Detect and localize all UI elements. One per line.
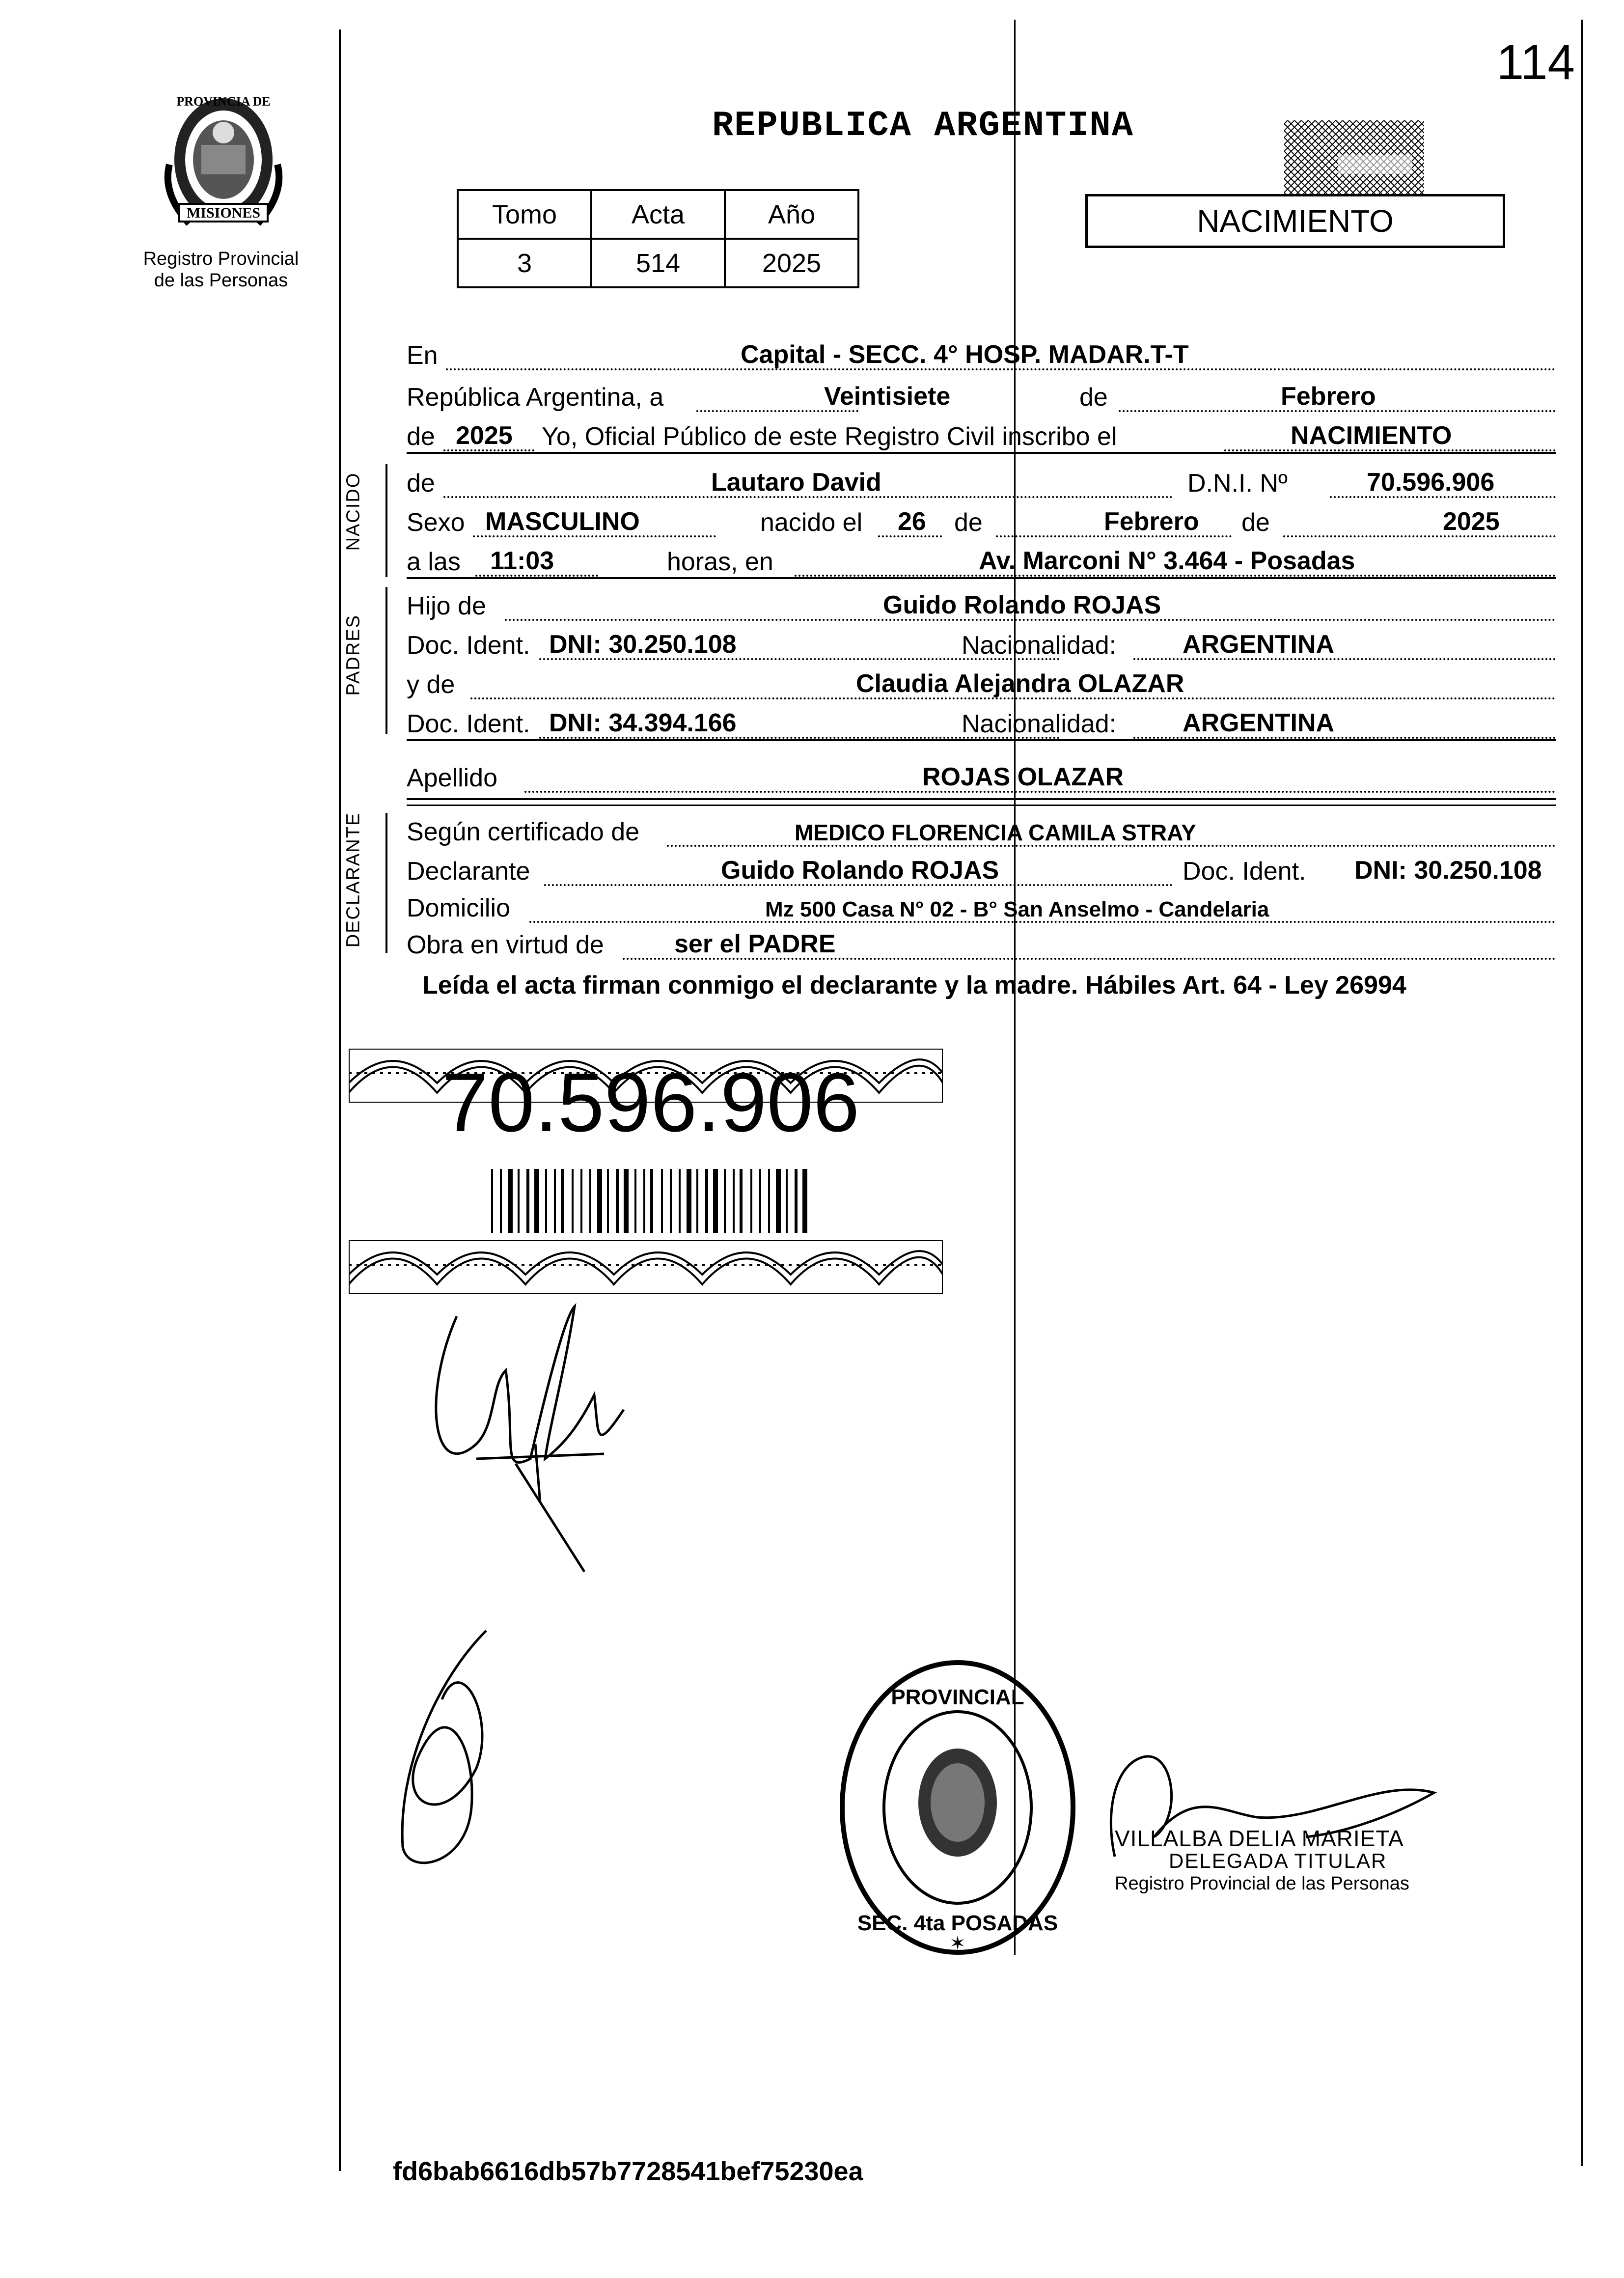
delegate-name: VILLALBA DELIA MARIETA <box>1115 1826 1404 1851</box>
barcode-bar <box>607 1169 609 1233</box>
document-title: REPUBLICA ARGENTINA <box>712 106 1134 146</box>
month-value: Febrero <box>1281 382 1376 411</box>
registry-label: Registro Provincial de las Personas <box>143 249 299 291</box>
svg-text:SEC. 4ta POSADAS: SEC. 4ta POSADAS <box>857 1911 1058 1935</box>
yde-label: y de <box>407 670 455 699</box>
security-pattern-icon <box>1284 120 1424 194</box>
birth-de-label: de <box>954 508 983 537</box>
year-value: 2025 <box>456 421 513 450</box>
mother-doc-label: Doc. Ident. <box>407 710 530 738</box>
obra-label: Obra en virtud de <box>407 931 604 959</box>
dni-label: D.N.I. Nº <box>1187 469 1288 498</box>
tomo-value: 3 <box>458 239 591 287</box>
row-declarante <box>407 850 1556 889</box>
cert-value: MEDICO FLORENCIA CAMILA STRAY <box>795 820 1196 845</box>
section-bar-padres <box>385 587 387 734</box>
row-father <box>407 584 1556 624</box>
barcode-bar <box>759 1169 761 1233</box>
decl-value: Guido Rolando ROJAS <box>721 856 999 885</box>
document-hash: fd6bab6616db57b7728541bef75230ea <box>393 2157 863 2186</box>
barcode-bar <box>624 1169 629 1233</box>
separator-4 <box>407 798 1556 800</box>
barcode-bar <box>740 1169 743 1233</box>
misiones-coat-of-arms-icon <box>160 86 287 243</box>
row-date <box>407 376 1556 415</box>
barcode-bar <box>696 1169 698 1233</box>
record-table <box>457 189 859 288</box>
svg-text:PROVINCIA DE: PROVINCIA DE <box>176 94 271 109</box>
apellido-value: ROJAS OLAZAR <box>922 763 1124 791</box>
barcode-bar <box>508 1169 513 1233</box>
delegate-block <box>1115 1827 1459 1895</box>
barcode-number: 70.596.906 <box>441 1056 860 1149</box>
en-label: En <box>407 341 438 370</box>
barcode-bar <box>786 1169 788 1233</box>
separator-3 <box>407 739 1556 741</box>
birth-place: Av. Marconi N° 3.464 - Posadas <box>979 547 1355 575</box>
barcode-bar <box>589 1169 591 1233</box>
child-dni: 70.596.906 <box>1367 468 1495 497</box>
row-mother-doc <box>407 702 1556 742</box>
inscribe-value: NACIMIENTO <box>1291 421 1452 450</box>
barcode-bar <box>572 1169 574 1233</box>
row-nacido-time <box>407 540 1556 580</box>
nacido-de-label: de <box>407 469 435 498</box>
decl-doc: DNI: 30.250.108 <box>1354 856 1542 885</box>
en-value: Capital - SECC. 4° HOSP. MADAR.T-T <box>741 340 1189 369</box>
dom-value: Mz 500 Casa N° 02 - B° San Anselmo - Candelaria <box>765 897 1269 921</box>
barcode-bar <box>661 1169 663 1233</box>
barcode-icon <box>491 1169 815 1233</box>
father-name: Guido Rolando ROJAS <box>883 591 1161 619</box>
section-label-padres: PADRES <box>343 614 364 696</box>
row-domicilio <box>407 887 1556 926</box>
mother-doc: DNI: 34.394.166 <box>549 709 737 737</box>
inscribe-text: Yo, Oficial Público de este Registro Civil inscribo el <box>542 422 1117 451</box>
child-name: Lautaro David <box>711 468 881 497</box>
dom-label: Domicilio <box>407 894 510 922</box>
row-obra <box>407 923 1556 963</box>
delegate-org: Registro Provincial de las Personas <box>1115 1873 1409 1894</box>
section-label-nacido: NACIDO <box>343 472 364 551</box>
barcode-bar <box>491 1169 493 1233</box>
barcode-bar <box>500 1169 502 1233</box>
barcode-bar <box>643 1169 645 1233</box>
barcode-bar <box>802 1169 807 1233</box>
barcode-bar <box>650 1169 653 1233</box>
barcode-bar <box>554 1169 556 1233</box>
row-nacido-name <box>407 462 1556 501</box>
barcode-bar <box>679 1169 681 1233</box>
declarant-signature-icon <box>417 1297 673 1591</box>
decl-doc-label: Doc. Ident. <box>1183 857 1306 886</box>
barcode-bar <box>545 1169 547 1233</box>
father-doc-label: Doc. Ident. <box>407 631 530 660</box>
svg-text:PROVINCIAL: PROVINCIAL <box>891 1685 1024 1709</box>
separator-2 <box>407 577 1556 579</box>
row-mother <box>407 663 1556 702</box>
sexo-label: Sexo <box>407 508 465 537</box>
page-number: 114 <box>1496 35 1575 90</box>
barcode-bar <box>534 1169 539 1233</box>
barcode-bar <box>616 1169 619 1233</box>
barcode-bar <box>724 1169 726 1233</box>
de-label: de <box>1079 383 1108 412</box>
delegate-role: DELEGADA TITULAR <box>1169 1849 1387 1872</box>
barcode-bar <box>705 1169 708 1233</box>
row-inscribe <box>407 415 1556 454</box>
de2-label: de <box>407 422 435 451</box>
barcode-bar <box>687 1169 691 1233</box>
father-nationality: ARGENTINA <box>1183 630 1335 659</box>
svg-text:✶: ✶ <box>949 1933 966 1954</box>
acta-header: Acta <box>591 190 725 239</box>
birth-de2-label: de <box>1241 508 1270 537</box>
barcode-bar <box>526 1169 529 1233</box>
barcode-bar <box>518 1169 520 1233</box>
row-certificado <box>407 810 1556 850</box>
birth-time: 11:03 <box>490 547 554 575</box>
nacido-el-label: nacido el <box>760 508 863 537</box>
sexo-value: MASCULINO <box>485 507 640 536</box>
day-value: Veintisiete <box>824 382 951 411</box>
birth-year: 2025 <box>1443 507 1500 536</box>
birth-day: 26 <box>898 507 926 536</box>
birth-month: Febrero <box>1104 507 1199 536</box>
section-bar-declarante <box>385 813 387 953</box>
decl-label: Declarante <box>407 857 530 886</box>
barcode-bar <box>597 1169 602 1233</box>
father-nat-label: Nacionalidad: <box>962 631 1117 660</box>
barcode-bar <box>634 1169 636 1233</box>
barcode-bar <box>733 1169 735 1233</box>
acta-value: 514 <box>591 239 725 287</box>
left-frame-line <box>339 29 341 2171</box>
alas-label: a las <box>407 548 461 576</box>
rep-label: República Argentina, a <box>407 383 664 412</box>
barcode-bar <box>795 1169 798 1233</box>
barcode-bar <box>776 1169 781 1233</box>
separator-1 <box>407 452 1556 454</box>
registro-seal-stamp <box>835 1655 1080 1960</box>
tomo-header: Tomo <box>458 190 591 239</box>
barcode-bar <box>561 1169 564 1233</box>
apellido-label: Apellido <box>407 764 498 792</box>
right-frame-line <box>1581 20 1583 2166</box>
row-apellido <box>407 756 1556 796</box>
barcode-bar <box>750 1169 752 1233</box>
hijo-label: Hijo de <box>407 592 486 620</box>
row-father-doc <box>407 624 1556 663</box>
father-doc: DNI: 30.250.108 <box>549 630 737 659</box>
section-bar-nacido <box>385 464 387 577</box>
barcode-bar <box>580 1169 582 1233</box>
horas-label: horas, en <box>667 548 773 576</box>
mother-signature-icon <box>388 1621 516 1876</box>
barcode-bar <box>713 1169 718 1233</box>
row-nacido-sexo <box>407 501 1556 540</box>
mother-nationality: ARGENTINA <box>1183 709 1335 737</box>
svg-text:MISIONES: MISIONES <box>186 205 261 221</box>
security-band-bottom-icon <box>349 1240 943 1294</box>
separator-4b <box>407 805 1556 806</box>
closing-statement: Leída el acta firman conmigo el declarante y la madre. Hábiles Art. 64 - Ley 26994 <box>422 971 1406 1000</box>
cert-label: Según certificado de <box>407 818 640 846</box>
ano-value: 2025 <box>725 239 858 287</box>
barcode-bar <box>670 1169 672 1233</box>
obra-value: ser el PADRE <box>674 930 836 958</box>
barcode-bar <box>768 1169 770 1233</box>
ano-header: Año <box>725 190 858 239</box>
section-label-declarante: DECLARANTE <box>343 812 364 948</box>
mother-name: Claudia Alejandra OLAZAR <box>856 669 1184 698</box>
record-type-box: NACIMIENTO <box>1085 194 1505 248</box>
mother-nat-label: Nacionalidad: <box>962 710 1117 738</box>
row-en <box>407 334 1556 373</box>
